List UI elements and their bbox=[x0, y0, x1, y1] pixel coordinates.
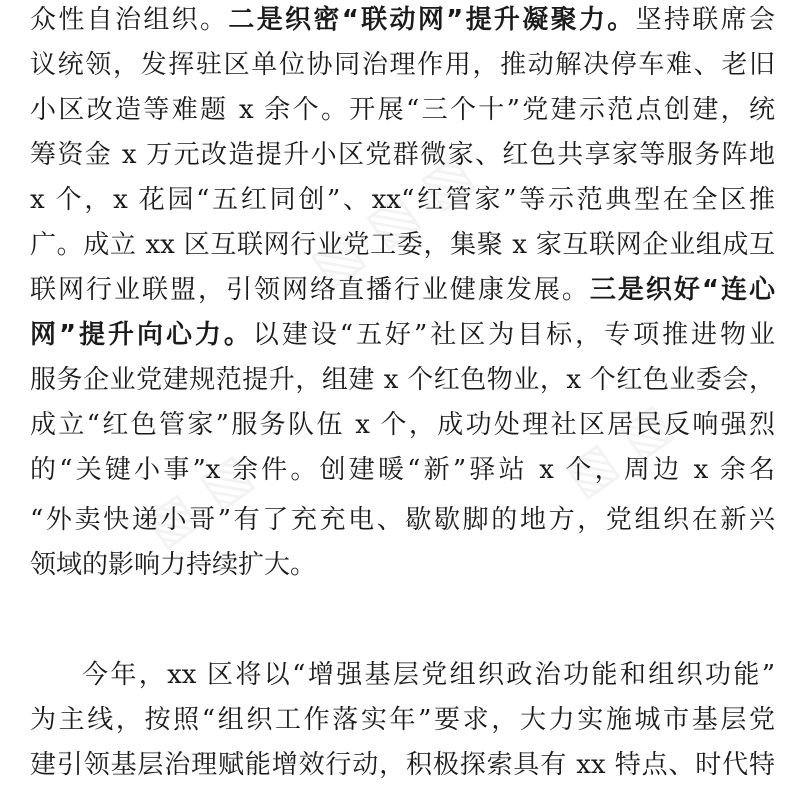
paragraph-line: 服务企业党建规范提升，组建 x 个红色物业，x 个红色业委会， bbox=[30, 365, 775, 395]
text-run: 坚持联席会 bbox=[635, 5, 775, 35]
paragraph-line: 的“关键小事”x 余件。创建暖“新”驿站 x 个，周边 x 余名 bbox=[30, 455, 775, 485]
bold-heading: 二是织密“联动网”提升凝聚力。 bbox=[228, 5, 636, 35]
paragraph-line bbox=[30, 0, 775, 40]
paragraph-line: “外卖快递小哥”有了充充电、歇歇脚的地方，党组织在新兴 bbox=[30, 505, 775, 535]
paragraph-line: 为主线，按照“组织工作落实年”要求，大力实施城市基层党 bbox=[30, 705, 775, 735]
paragraph-line bbox=[30, 315, 775, 355]
paragraph-line: 筹资金 x 万元改造提升小区党群微家、红色共享家等服务阵地 bbox=[30, 140, 775, 170]
paragraph-line: 小区改造等难题 x 余个。开展“三个十”党建示范点创建，统 bbox=[30, 95, 775, 125]
paragraph-line: 广。成立 xx 区互联网行业党工委，集聚 x 家互联网企业组成互 bbox=[30, 230, 775, 260]
paragraph-line: 成立“红色管家”服务队伍 x 个，成功处理社区居民反响强烈 bbox=[30, 410, 775, 440]
bold-heading: 三是织好“连心 bbox=[589, 275, 775, 305]
paragraph-line bbox=[30, 270, 775, 310]
paragraph-line: 今年，xx 区将以“增强基层党组织政治功能和组织功能” bbox=[82, 660, 775, 690]
paragraph-line: 领域的影响力持续扩大。 bbox=[30, 550, 317, 580]
bold-heading: 网”提升向心力。 bbox=[30, 320, 253, 350]
watermark-logo: ▧ ▧ bbox=[553, 392, 684, 508]
paragraph-line: 建引领基层治理赋能增效行动，积极探索具有 xx 特点、时代特 bbox=[30, 750, 775, 780]
text-run: 众性自治组织。 bbox=[30, 5, 229, 35]
text-run: 联网行业联盟，引领网络直播行业健康发展。 bbox=[30, 275, 590, 305]
watermark-logo: ▧ ▧ ▧ bbox=[299, 142, 485, 298]
watermark-logo: ▧ ▧ bbox=[133, 442, 264, 558]
paragraph-line: 议统领，发挥驻区单位协同治理作用，推动解决停车难、老旧 bbox=[30, 50, 775, 80]
paragraph-line: x 个，x 花园“五红同创”、xx“红管家”等示范典型在全区推 bbox=[30, 185, 775, 215]
text-run: 以建设“五好”社区为目标，专项推进物业 bbox=[252, 320, 775, 350]
